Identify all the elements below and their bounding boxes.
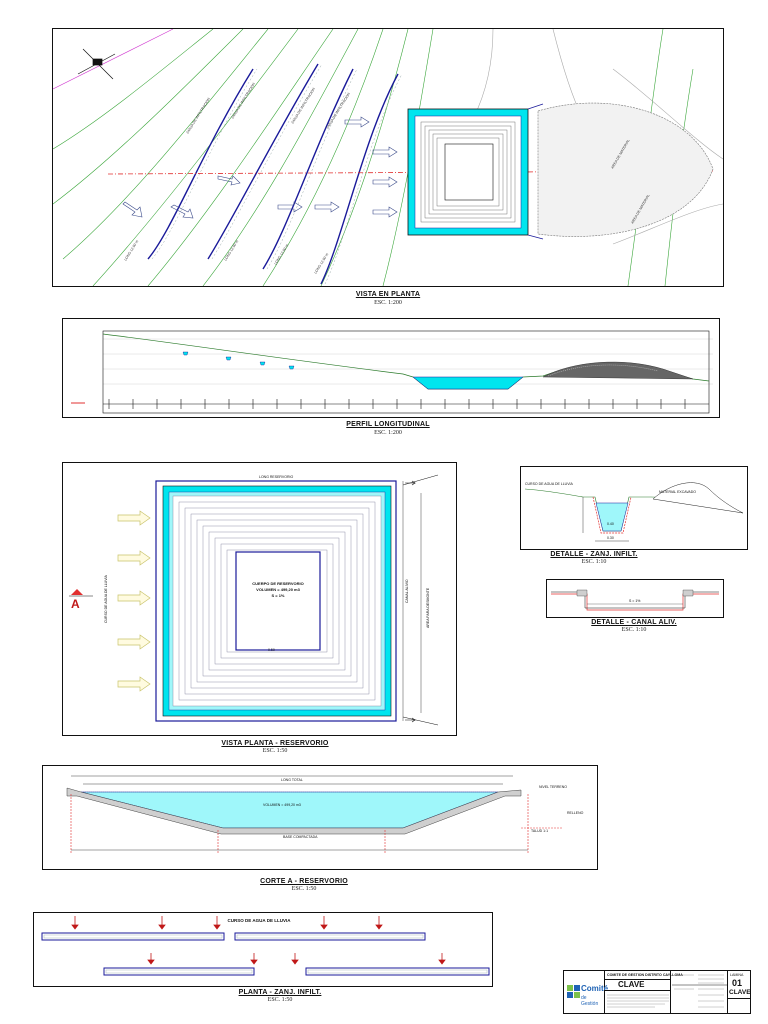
title-block-lines	[605, 992, 671, 1012]
trench-plan-frame	[33, 912, 493, 987]
title-block	[563, 970, 751, 1014]
svg-text:LONG TOTAL: LONG TOTAL	[281, 778, 303, 782]
section-a-scale: ESC. 1:50	[291, 886, 317, 892]
reservoir-plan-small	[408, 109, 528, 235]
svg-text:ZANJA DE INFILTRACION: ZANJA DE INFILTRACION	[325, 92, 351, 130]
svg-text:ZANJA DE INFILTRACION: ZANJA DE INFILTRACION	[185, 97, 211, 135]
plan-view-drawing	[53, 29, 723, 286]
org-line: COMITE DE GESTION DISTRITO CAYLLOMA	[607, 973, 683, 977]
detail-trench-drawing	[521, 467, 747, 549]
sheet-number: 01	[732, 978, 743, 988]
svg-text:LONG 12.00 m: LONG 12.00 m	[273, 243, 290, 266]
plan-view-frame	[52, 28, 724, 287]
logo-box	[564, 971, 609, 1013]
logo-name: Comité	[581, 984, 609, 993]
reservoir-plan-drawing	[63, 463, 456, 735]
logo-icon	[567, 985, 581, 999]
profile-title: PERFIL LONGITUDINAL	[346, 421, 430, 428]
detail-mound	[653, 483, 743, 513]
infiltration-trenches-inner	[152, 64, 402, 284]
plan-view-title: VISTA EN PLANTA	[355, 291, 421, 298]
svg-text:TALUD 1:1: TALUD 1:1	[531, 829, 549, 833]
sheet-code: CLAVE	[729, 989, 751, 996]
detail-trench-frame	[520, 466, 748, 550]
sheet-label: LAMINA	[730, 973, 744, 977]
svg-text:MATERIAL EXCAVADO: MATERIAL EXCAVADO	[659, 490, 697, 494]
profile-trenches	[183, 352, 294, 369]
svg-text:0.40: 0.40	[607, 522, 614, 526]
svg-text:ZANJA DE INFILTRACION: ZANJA DE INFILTRACION	[230, 82, 256, 120]
detail-channel-scale: ESC. 1:10	[621, 627, 647, 633]
plan-view-scale: ESC. 1:200	[374, 300, 402, 306]
section-marker-label: A	[71, 597, 80, 611]
detail-channel-title: DETALLE - CANAL ALIV.	[591, 619, 677, 626]
outlet-arrow-icon	[405, 481, 415, 485]
ground-line	[103, 334, 709, 389]
svg-text:CURSO DE AGUA DE LLUVIA: CURSO DE AGUA DE LLUVIA	[104, 575, 108, 623]
trench-plan-scale: ESC. 1:50	[267, 997, 293, 1003]
detail-water	[596, 503, 628, 531]
svg-text:CURSO DE AGUA DE LLUVIA: CURSO DE AGUA DE LLUVIA	[525, 482, 573, 486]
svg-text:LONG RESERVORIO: LONG RESERVORIO	[259, 475, 294, 479]
north-arrow-icon	[78, 49, 115, 79]
detail-channel-frame	[546, 579, 724, 618]
detail-trench-title: DETALLE - ZANJ. INFILT.	[550, 551, 638, 558]
title-block-fields	[672, 971, 727, 1013]
reservoir-slope-label: S = 1%	[271, 593, 285, 598]
section-a-drawing	[43, 766, 597, 869]
svg-text:BASE COMPACTADA: BASE COMPACTADA	[283, 835, 318, 839]
svg-text:0.30: 0.30	[607, 536, 614, 540]
detail-channel-drawing	[547, 580, 723, 617]
code-label: CLAVE	[618, 980, 645, 989]
svg-text:VOLUMEN = 499,20 m3: VOLUMEN = 499,20 m3	[263, 803, 301, 807]
svg-text:AREA DE MATERIAL: AREA DE MATERIAL	[610, 138, 631, 170]
trench-bars	[42, 933, 489, 975]
svg-text:AREA DE MATERIAL: AREA DE MATERIAL	[630, 193, 651, 225]
reservoir-plan-title: VISTA PLANTA - RESERVORIO	[221, 740, 329, 747]
trench-plan-drawing	[34, 913, 492, 986]
section-a-frame	[42, 765, 598, 870]
svg-text:LONG 12.00 m: LONG 12.00 m	[123, 239, 140, 262]
reservoir-body-label: CUERPO DE RESERVORIO	[252, 581, 304, 586]
section-a-title: CORTE A - RESERVORIO	[260, 878, 348, 885]
svg-text:0.50: 0.50	[268, 648, 275, 652]
svg-text:NIVEL TERRENO: NIVEL TERRENO	[539, 785, 568, 789]
detail-trench-scale: ESC. 1:10	[581, 559, 607, 565]
svg-text:AREA PARA DESMONTE: AREA PARA DESMONTE	[426, 587, 430, 628]
svg-text:ZANJA DE INFILTRACION: ZANJA DE INFILTRACION	[290, 87, 316, 125]
spoil-area	[538, 103, 713, 236]
profile-water	[413, 377, 523, 389]
water-curve-label: CURSO DE AGUA DE LLUVIA	[227, 918, 291, 923]
svg-text:LONG 12.00 m: LONG 12.00 m	[313, 252, 330, 275]
reservoir-volume-label: VOLUMEN = 499,20 m3	[256, 587, 300, 592]
profile-scale: ESC. 1:200	[374, 430, 402, 436]
reservoir-flow-arrows	[118, 511, 150, 691]
profile-frame	[62, 318, 720, 418]
svg-text:LONG 12.00 m: LONG 12.00 m	[223, 239, 240, 262]
reservoir-plan-frame	[62, 462, 457, 736]
logo-subtitle: de Gestión	[581, 995, 599, 1007]
svg-text:S = 1%: S = 1%	[629, 599, 641, 603]
reservoir-bottom	[236, 552, 320, 650]
profile-drawing	[63, 319, 719, 417]
trench-plan-title: PLANTA - ZANJ. INFILT.	[238, 989, 322, 996]
reservoir-plan-scale: ESC. 1:50	[262, 748, 288, 754]
svg-text:CANAL ALIVIO: CANAL ALIVIO	[405, 579, 409, 603]
svg-text:RELLENO: RELLENO	[567, 811, 584, 815]
section-marker-icon	[71, 589, 83, 595]
